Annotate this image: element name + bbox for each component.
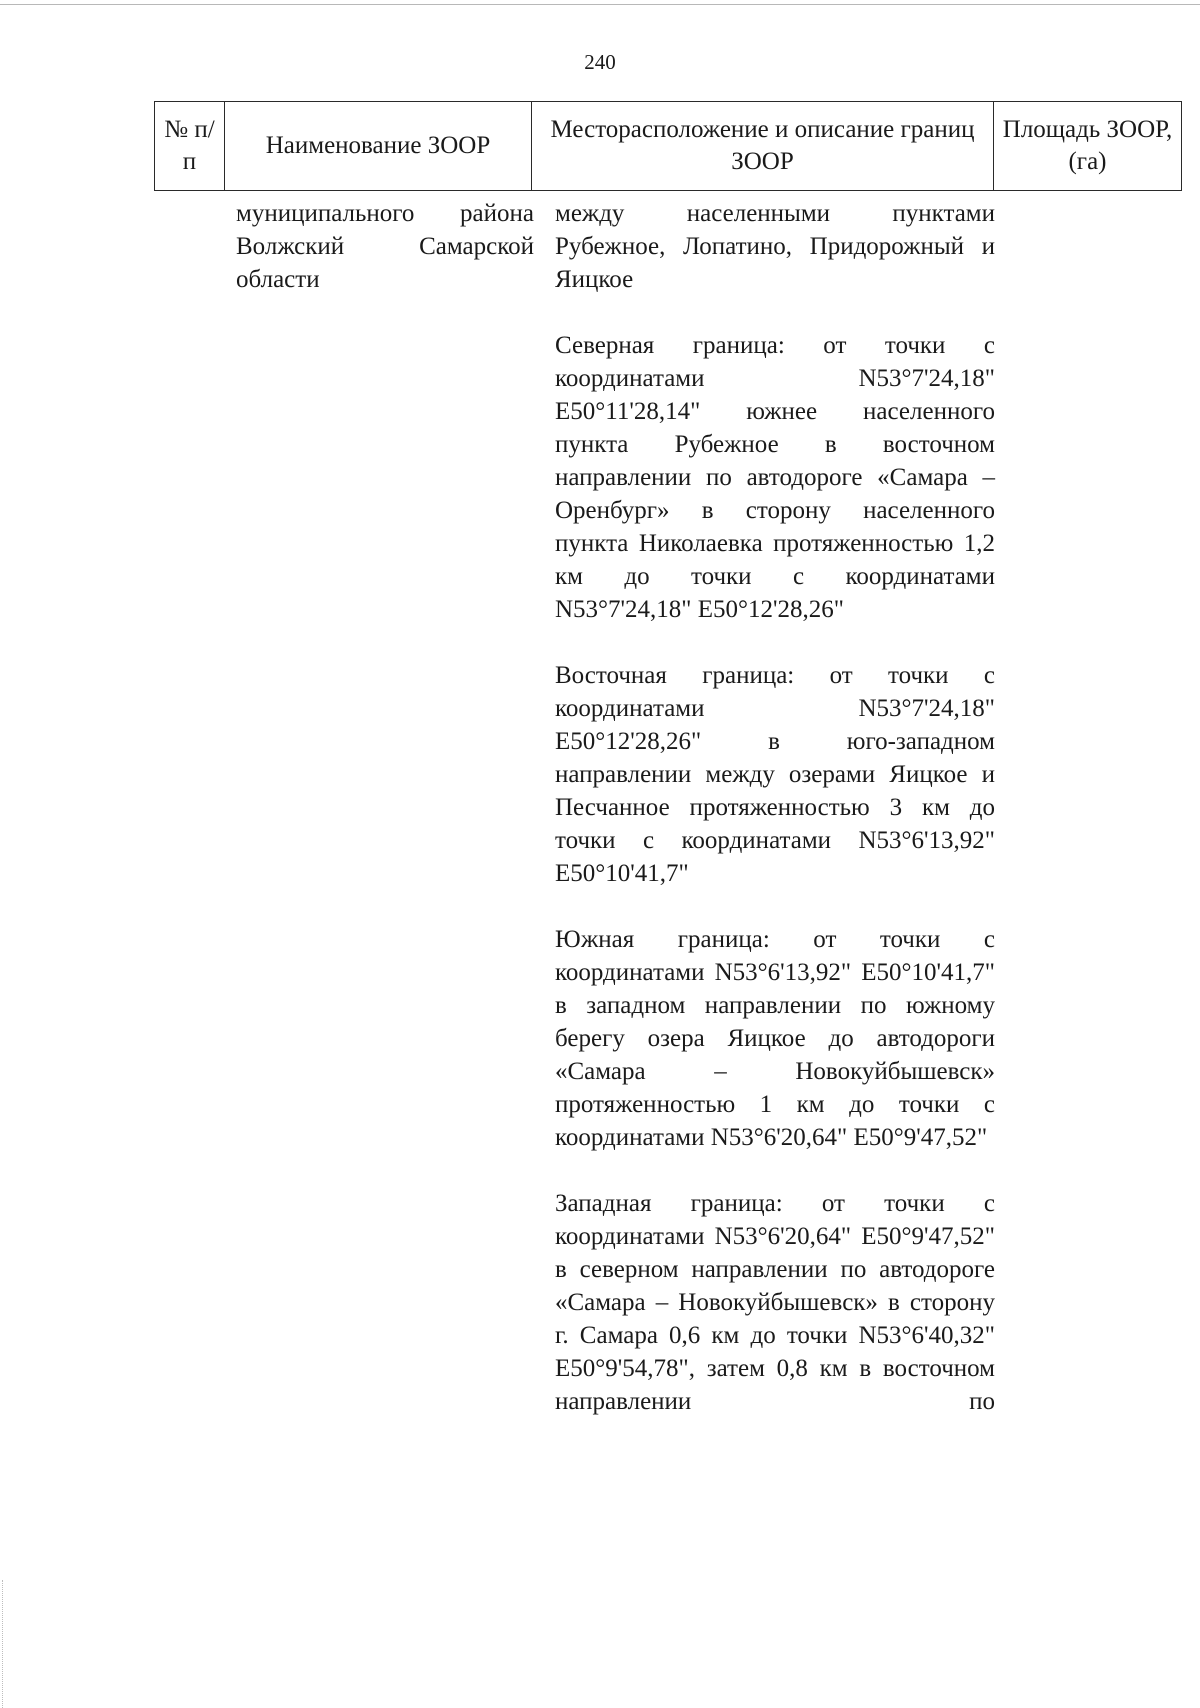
header-area: Площадь ЗООР, (га): [994, 102, 1182, 191]
table-header-row: [155, 102, 1182, 191]
location-west-border: Западная граница: от точки с координатами N53°6'20,64" E50°9'47,52" в северном направлении по автодороге «Самара – Новокуйбышевск» в сторону г. Самара 0,6 км до точки N53°6'40,32" E50°9'54,78", затем 0,8 км в восточном направлении по: [555, 1190, 995, 1415]
location-north-border: Северная граница: от точки с координатами N53°7'24,18" E50°11'28,14" южнее населенного пункта Рубежное в восточном направлении по автодороге «Самара – Оренбург» в сторону населенного пункта Николаевка протяженностью 1,2 км до точки с координатами N53°7'24,18" E50°12'28,26": [555, 332, 995, 623]
header-location: Месторасположение и описание границ ЗООР: [532, 102, 994, 191]
header-name: Наименование ЗООР: [225, 102, 532, 191]
page-number: 240: [584, 50, 616, 74]
location-south-border: Южная граница: от точки с координатами N53°6'13,92" E50°10'41,7" в западном направлении по южному берегу озера Яицкое до автодороги «Самара – Новокуйбышевск» протяженностью 1 км до точки с координатами N53°6'20,64" E50°9'47,52": [555, 926, 995, 1151]
header-number: № п/п: [155, 102, 225, 191]
scan-edge-dots: [2, 1580, 4, 1708]
scan-edge-line: [0, 4, 1200, 5]
location-east-border: Восточная граница: от точки с координатами N53°7'24,18" E50°12'28,26" в юго-западном направлении между озерами Яицкое и Песчанное протяженностью 3 км до точки с координатами N53°6'13,92" E50°10'41,7": [555, 662, 995, 887]
zoor-location-cell: [555, 197, 995, 1418]
location-intro: между населенными пунктами Рубежное, Лопатино, Придорожный и Яицкое: [555, 200, 995, 293]
zoor-table-header: [154, 101, 1182, 191]
zoor-name-cell: муниципального района Волжский Самарской области: [236, 200, 534, 293]
